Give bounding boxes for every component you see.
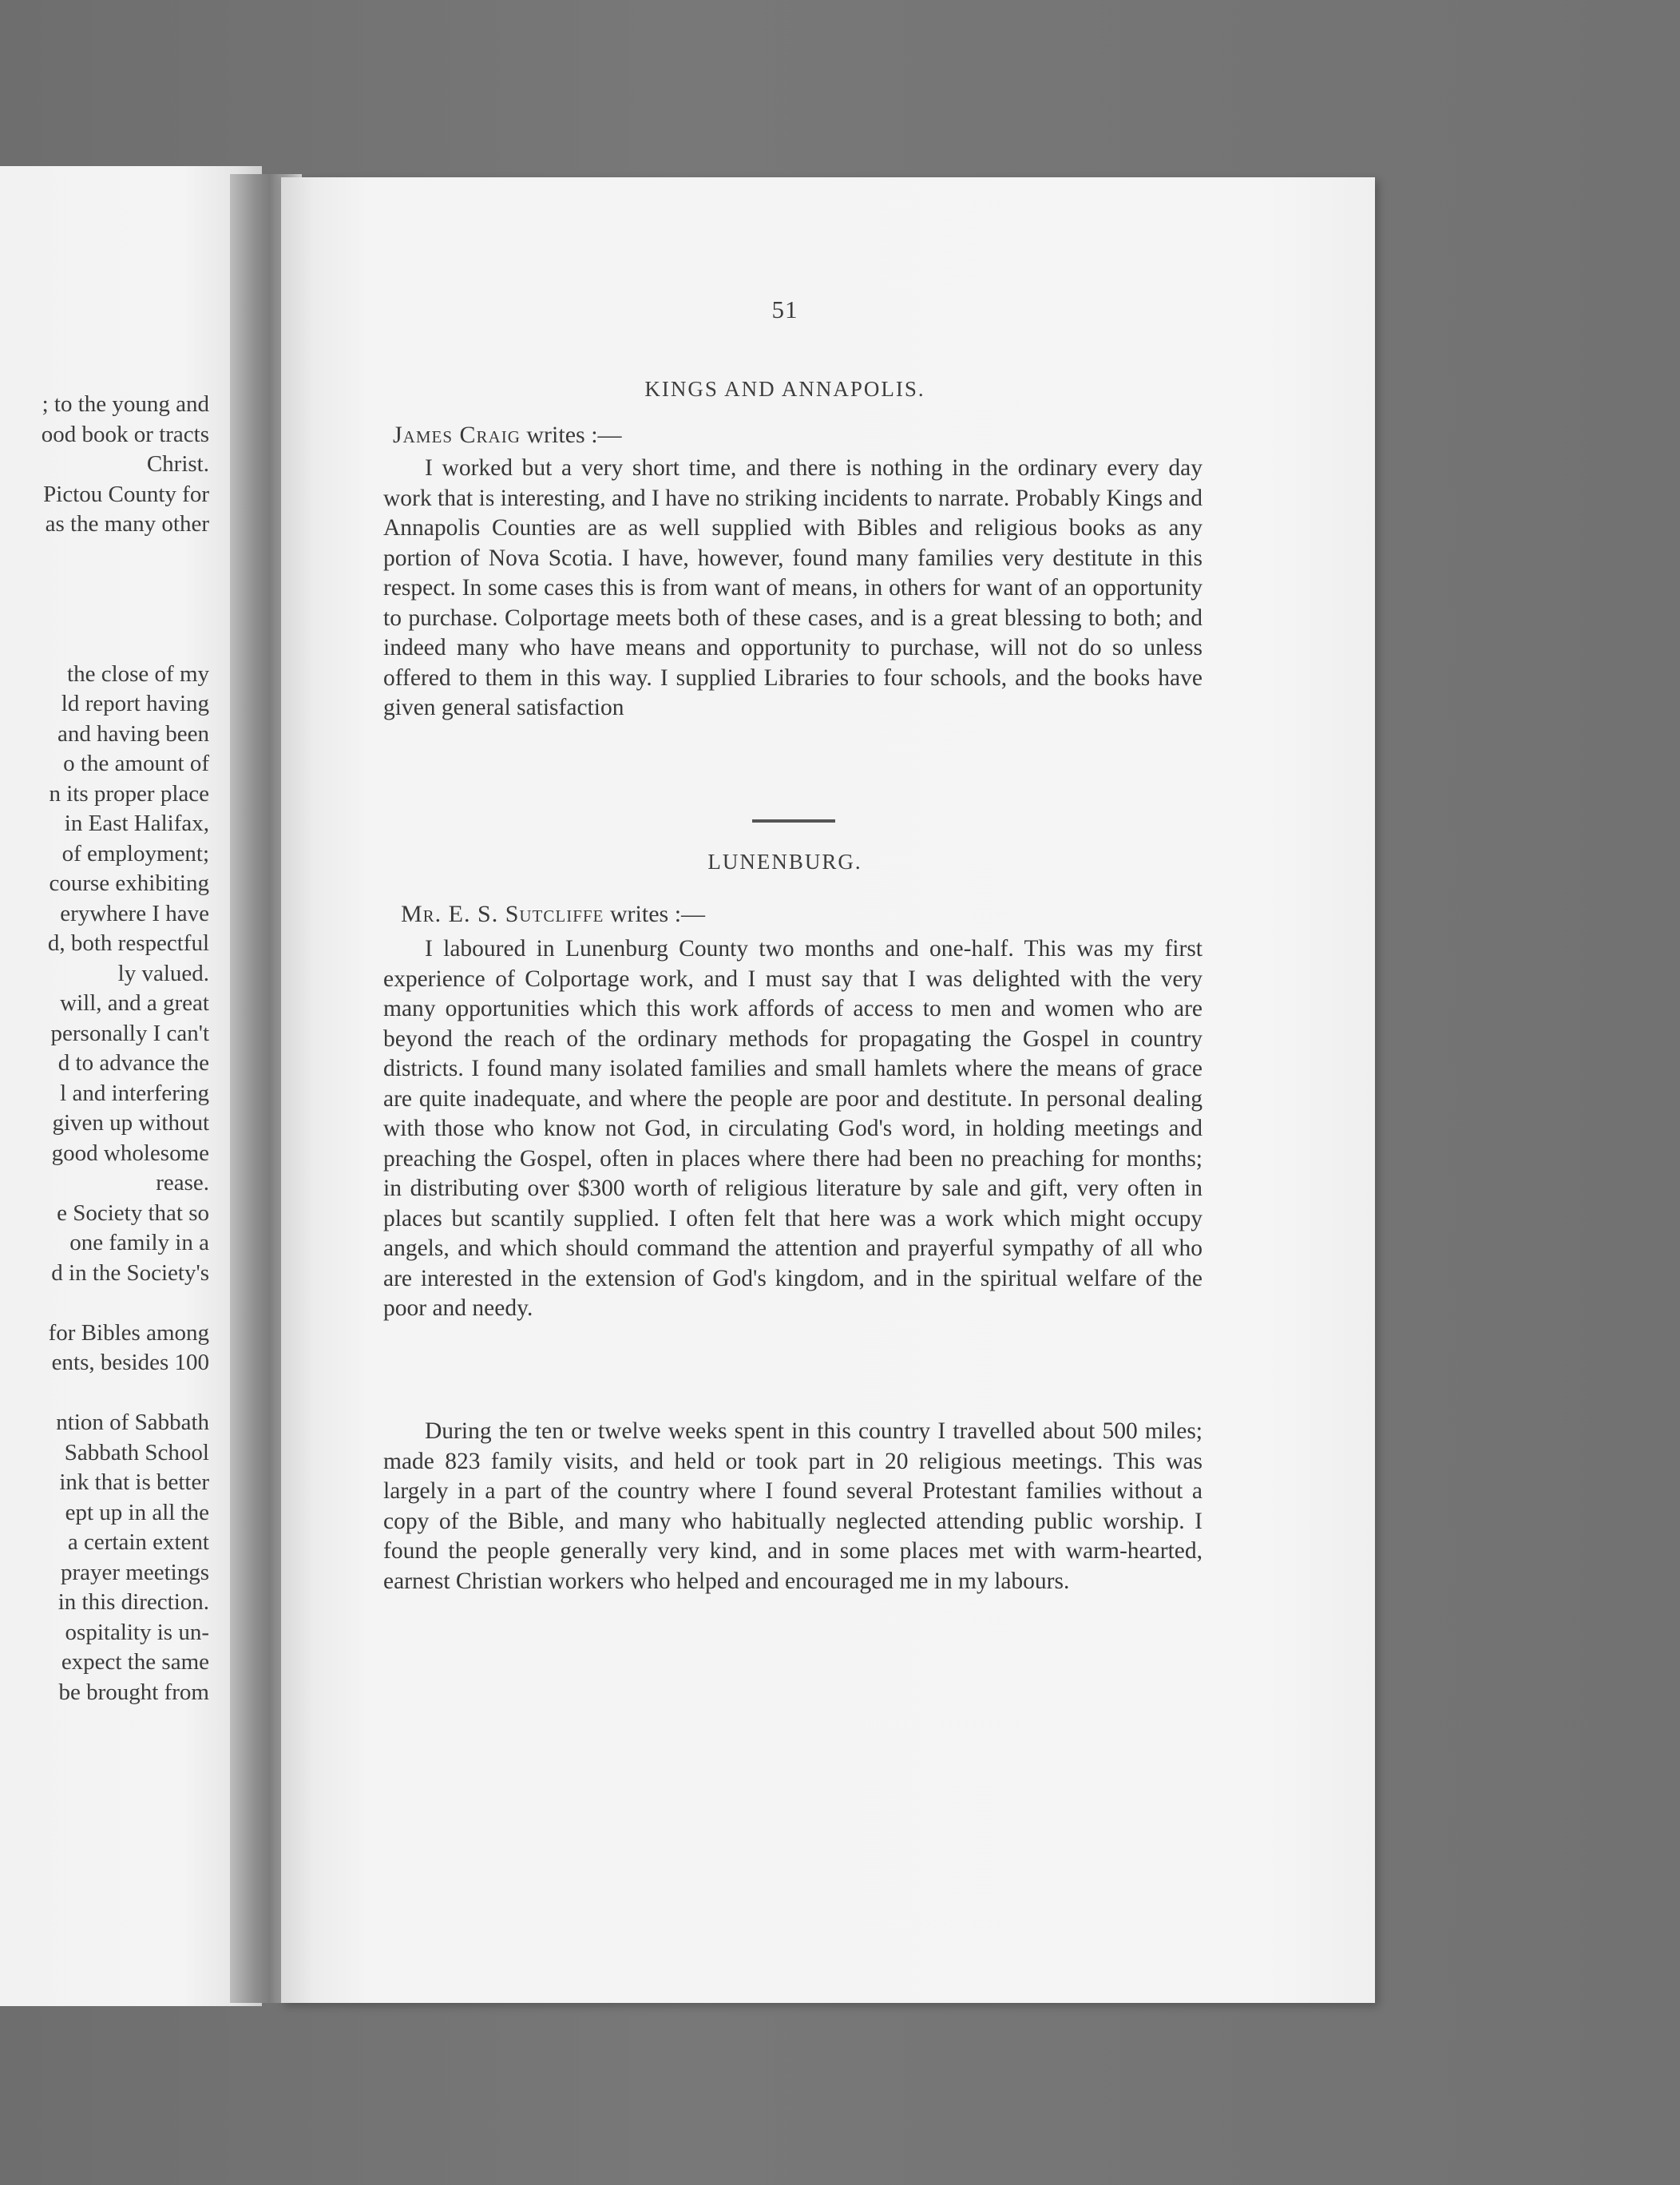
left-page-line: and having been (57, 720, 209, 747)
left-page-line: be brought from (58, 1679, 209, 1705)
left-page-line (0, 1378, 209, 1409)
left-page-line: ents, besides 100 (51, 1350, 209, 1375)
left-page-line: one family in a (69, 1230, 209, 1255)
left-page-line: o the amount of (63, 751, 209, 776)
left-page-line: ld report having (61, 691, 209, 716)
left-page-line (0, 569, 209, 600)
left-page-line: ly valued. (117, 960, 209, 986)
left-page-line: Pictou County for (43, 481, 209, 507)
left-page-line (0, 600, 209, 630)
left-page-line: l and interfering (60, 1080, 209, 1106)
left-page-line: as the many other (45, 511, 209, 537)
left-page-line: a certain extent (67, 1529, 209, 1555)
left-page-line: erywhere I have (60, 900, 209, 926)
byline-sutcliffe (401, 901, 705, 928)
left-page-line: of employment; (61, 840, 209, 866)
author-name: Mr. E. S. Sutcliffe (401, 901, 604, 927)
left-page-line: Christ. (146, 451, 209, 477)
left-page-line: ept up in all the (65, 1499, 209, 1525)
left-page-line: ntion of Sabbath (56, 1410, 209, 1435)
left-page-line: expect the same (61, 1649, 209, 1675)
left-page-line: prayer meetings (60, 1559, 209, 1585)
left-page-line: d to advance the (57, 1050, 209, 1076)
left-page-line: ood book or tracts (41, 421, 209, 447)
paragraph-sutcliffe-2: During the ten or twelve weeks spent in this country I travelled about 500 miles; made 823 family visits, and held or took part in 20 religious meetings. This was largely in a part of the country where I found several Protestant families without a copy of the Bible, and many who habitually neglected attending public worship. I found the people generally very kind, and in some places met with warm-hearted, earnest Christian workers who helped and encouraged me in my labours. (383, 1418, 1203, 1594)
left-page-line: ospitality is un- (65, 1619, 209, 1645)
left-page-text (0, 390, 209, 1707)
left-page-line: personally I can't (50, 1020, 209, 1046)
right-page (281, 177, 1375, 2003)
left-page-line: n its proper place (49, 780, 209, 807)
left-page-line: will, and a great (60, 990, 209, 1016)
left-page-line: for Bibles among (48, 1319, 209, 1346)
page-number: 51 (771, 295, 798, 323)
paragraph-craig: I worked but a very short time, and there is nothing in the ordinary every day work that is interesting, and I have no striking incidents to narrate. Probably Kings and Annapolis Counties are as well supplied with Bibles and religious books as any portion of Nova Scotia. I have, however, found many families very destitute in this respect. In some cases this is from want of means, in others for want of an opportunity to purchase. Colportage meets both of these cases, and is a great blessing to both; and indeed many who have means and opportunity to purchase, will not do so unless offered to them in this way. I supplied Libraries to four schools, and the books have given general satisfaction (383, 455, 1203, 720)
left-page-line: the close of my (67, 660, 209, 687)
left-page-line: ; to the young and (42, 391, 209, 417)
byline-james-craig (393, 422, 622, 449)
left-page-line: in this direction. (57, 1589, 209, 1615)
left-page-line: Sabbath School (64, 1439, 209, 1465)
left-page-line: given up without (52, 1110, 209, 1136)
author-name: James Craig (393, 422, 521, 448)
left-page-line: e Society that so (57, 1200, 209, 1226)
left-page-line (0, 629, 209, 660)
left-page-line: in East Halifax, (64, 811, 209, 836)
left-facing-page (0, 166, 262, 2006)
left-page-line (0, 1288, 209, 1319)
left-page-line: rease. (156, 1170, 209, 1196)
writes-label: writes :— (520, 422, 622, 448)
section-heading-lunenburg: LUNENBURG. (707, 850, 862, 874)
left-page-line: ink that is better (59, 1469, 209, 1495)
paragraph-sutcliffe-1: I laboured in Lunenburg County two months and one-half. This was my first experience of Colportage work, and I must say that I was delighted with the very many opportunities which this work affords of access to men and women who are beyond the reach of the ordinary methods for propagating the Gospel in country districts. I found many isolated families and small hamlets where the means of grace are quite inadequate, and where the people are poor and destitute. In personal dealing with those who know not God, in circulating God's word, in holding meetings and preaching the Gospel, often in places where there had been no preaching for months; in distributing over $300 worth of religious literature by sale and gift, very often in places but scantily supplied. I often felt that here was a work which might occupy angels, and which should command the attention and prayerful sympathy of all who are interested in the extension of God's kingdom, and in the spiritual welfare of the poor and needy. (383, 936, 1203, 1321)
left-page-line: course exhibiting (49, 870, 209, 896)
left-page-line: d, both respectful (47, 930, 209, 956)
writes-label: writes :— (604, 901, 706, 927)
left-page-line (0, 540, 209, 570)
left-page-line: good wholesome (51, 1140, 209, 1166)
left-page-line: d in the Society's (51, 1259, 209, 1286)
section-heading-kings-annapolis: KINGS AND ANNAPOLIS. (644, 377, 925, 401)
section-divider (752, 819, 835, 823)
